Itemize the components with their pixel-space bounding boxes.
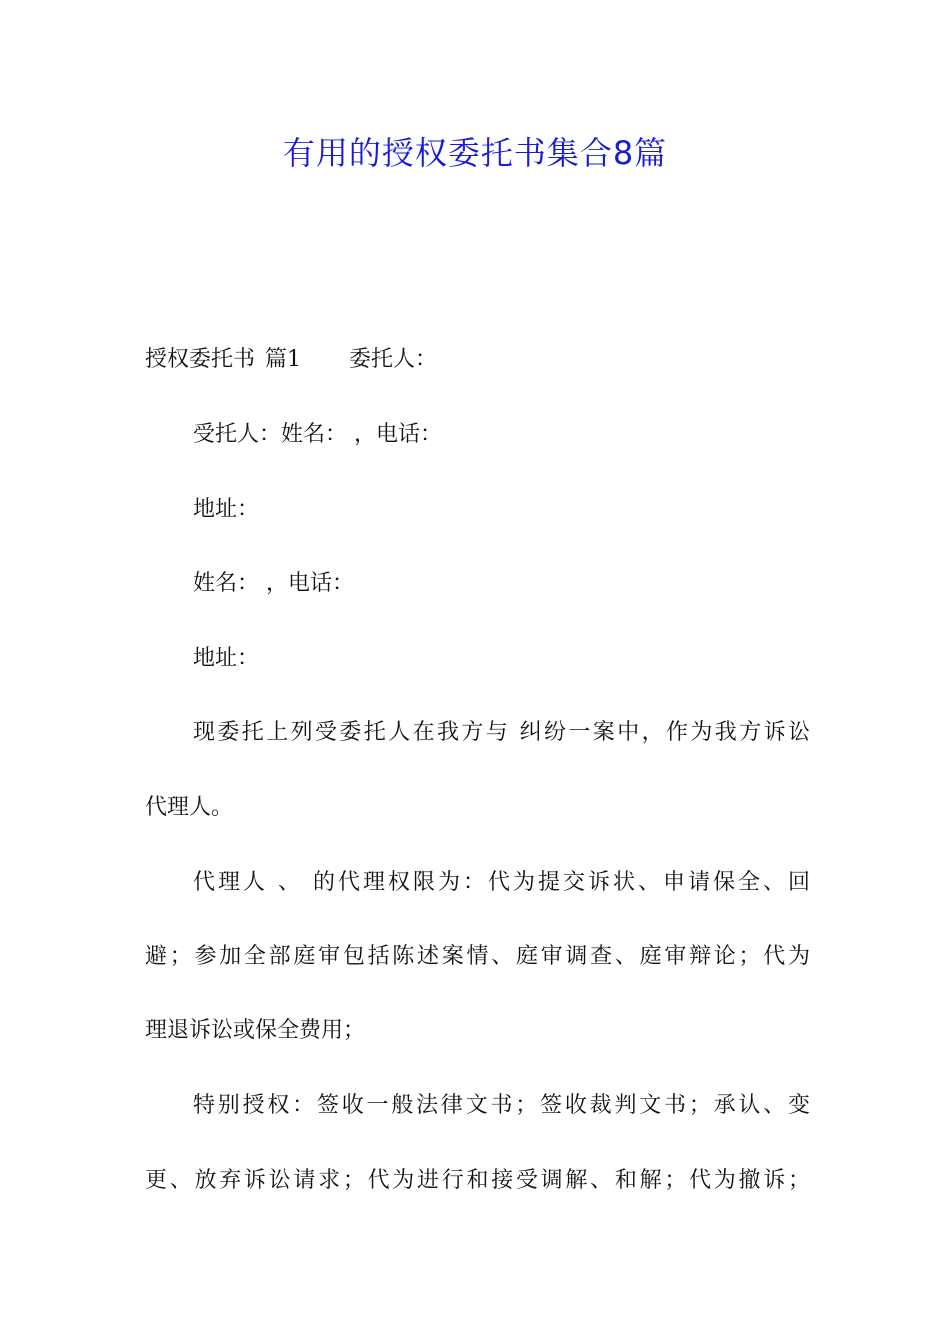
second-agent-name-phone-line: 姓名： ，电话：	[193, 571, 354, 596]
paragraph-commission-line-2: 代理人。	[145, 795, 234, 820]
agent-name-phone-line: 受托人：姓名： ，电话：	[193, 422, 442, 447]
paragraph-authority-line-2: 避；参加全部庭审包括陈述案情、庭审调查、庭审辩论；代为	[145, 944, 810, 969]
client-label: 委托人：	[349, 347, 438, 372]
paragraph-authority-line-3: 理退诉讼或保全费用；	[145, 1018, 366, 1043]
second-agent-address-line: 地址：	[193, 646, 260, 671]
agent-address-line: 地址：	[193, 497, 260, 522]
section-label: 授权委托书	[145, 347, 256, 372]
document-title: 有用的授权委托书集合8篇	[282, 134, 668, 172]
paragraph-authority-line-1: 代理人 、 的代理权限为：代为提交诉状、申请保全、回	[193, 870, 810, 895]
section-heading	[145, 345, 810, 375]
paragraph-special-authority-line-1: 特别授权：签收一般法律文书；签收裁判文书；承认、变	[193, 1093, 810, 1118]
paragraph-special-authority-line-2: 更、放弃诉讼请求；代为进行和接受调解、和解；代为撤诉；	[145, 1168, 810, 1193]
section-number: 篇1	[265, 347, 302, 372]
paragraph-commission-line-1: 现委托上列受委托人在我方与 纠纷一案中，作为我方诉讼	[193, 720, 810, 745]
